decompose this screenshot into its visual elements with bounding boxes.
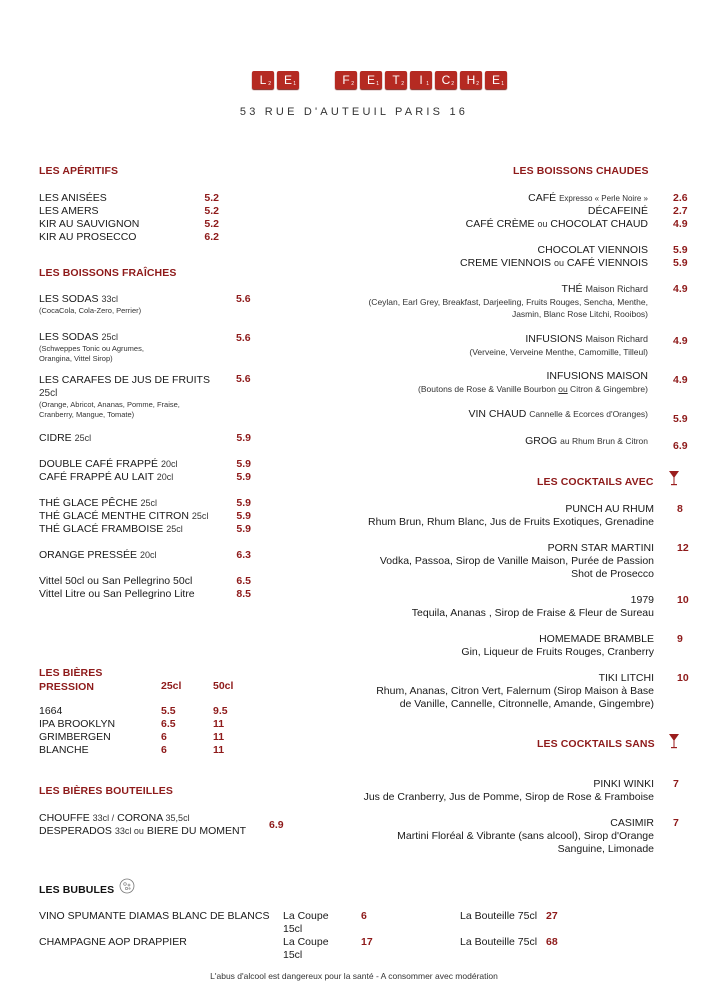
item-price-25cl: 5.5	[161, 705, 176, 717]
logo-tile: E 1	[485, 71, 507, 89]
logo-tile: H 2	[460, 71, 482, 89]
item-price: 8	[677, 503, 683, 515]
item-description: Martini Floréal & Vibrante (sans alcool), Sirop d'Orange	[397, 830, 654, 842]
bubules-list	[39, 910, 559, 962]
item-price: 5.2	[204, 192, 219, 204]
menu-item	[39, 588, 251, 601]
menu-item	[288, 333, 648, 358]
item-price: 5.9	[673, 257, 688, 269]
chaudes-list-top	[318, 192, 648, 270]
menu-item	[39, 744, 259, 757]
item-size: 35,5cl	[165, 813, 190, 823]
coupe-label: La Coupe 15cl	[283, 936, 329, 961]
item-price: 6.2	[204, 231, 219, 243]
menu-item	[288, 408, 648, 421]
item-name: LES CARAFES DE JUS DE FRUITS	[39, 374, 210, 386]
alcohol-warning: L'abus d'alcool est dangereux pour la santé - A consommer avec modération	[210, 971, 498, 981]
item-price: 5.9	[236, 523, 251, 535]
logo-tile: E 1	[360, 71, 382, 89]
item-detail: Maison Richard	[585, 334, 648, 344]
item-detail: Citron & Gingembre)	[567, 384, 648, 394]
menu-item	[39, 910, 559, 936]
item-price: 6.5	[236, 575, 251, 587]
item-price: 5.9	[236, 432, 251, 444]
bouteille-label: La Bouteille 75cl	[460, 910, 538, 922]
cocktail-item	[294, 542, 654, 581]
item-name: CHOCOLAT VIENNOIS	[537, 244, 648, 256]
item-description: Jus de Cranberry, Jus de Pomme, Sirop de Rose & Framboise	[363, 791, 654, 803]
item-size: 33cl	[101, 294, 118, 304]
menu-item	[39, 731, 259, 744]
item-description: Sanguine, Limonade	[557, 843, 654, 855]
item-name: BLANCHE	[39, 744, 89, 756]
item-name: VIN CHAUD	[468, 408, 527, 420]
section-title-cocktails-avec: LES COCKTAILS AVEC	[537, 476, 654, 488]
bieres-pression-list	[39, 705, 259, 757]
item-name: DOUBLE CAFÉ FRAPPÉ	[39, 458, 159, 470]
item-price-50cl: 11	[213, 718, 225, 730]
item-description: Tequila, Ananas , Sirop de Fraise & Fleur de Sureau	[411, 607, 654, 619]
item-name: CAFÉ CRÈME	[465, 218, 535, 230]
item-name: 1979	[630, 594, 654, 606]
item-name: LES ANISÉES	[39, 192, 107, 204]
item-name: Vittel Litre ou San Pellegrino Litre	[39, 588, 195, 600]
menu-item	[39, 331, 144, 364]
item-name: INFUSIONS	[525, 333, 583, 345]
item-size: 33cl /	[92, 813, 115, 823]
item-price: 4.9	[673, 283, 688, 295]
item-name: LES SODAS	[39, 293, 99, 305]
cocktail-glass-icon	[668, 733, 680, 749]
item-size: 25cl	[140, 498, 158, 508]
item-name: CAFÉ FRAPPÉ AU LAIT	[39, 471, 154, 483]
item-name: PORN STAR MARTINI	[547, 542, 654, 554]
item-size: 33cl ou	[114, 826, 144, 836]
item-detail: (Orange, Abricot, Ananas, Pomme, Fraise,	[39, 400, 180, 409]
item-detail: (CocaCola, Cola-Zero, Perrier)	[39, 306, 142, 315]
coupe-price: 17	[361, 936, 373, 948]
item-name: LES SODAS	[39, 331, 99, 343]
item-detail: Cannelle & Ecorces d'Oranges)	[529, 409, 648, 419]
menu-item	[288, 370, 648, 395]
item-price: 5.9	[236, 471, 251, 483]
item-detail: Jasmin, Blanc Rose Litchi, Rooibos)	[511, 309, 648, 319]
section-title-bieres-bouteilles: LES BIÈRES BOUTEILLES	[39, 785, 173, 797]
column-header-50cl: 50cl	[213, 680, 234, 692]
item-price: 10	[677, 672, 689, 684]
item-size: 20cl	[160, 459, 178, 469]
section-title-cocktails-sans: LES COCKTAILS SANS	[537, 738, 655, 750]
menu-item	[318, 218, 648, 231]
item-detail: ou	[558, 384, 568, 394]
item-price: 5.2	[204, 205, 219, 217]
item-price: 6.9	[673, 440, 688, 452]
item-price-50cl: 11	[213, 731, 225, 743]
item-connector: ou	[537, 219, 548, 229]
item-detail: Maison Richard	[585, 284, 648, 294]
item-price: 5.2	[204, 218, 219, 230]
menu-item	[39, 205, 219, 218]
item-price: 4.9	[673, 218, 688, 230]
menu-item	[39, 510, 251, 523]
menu-item	[39, 549, 251, 562]
item-connector: ou	[553, 258, 564, 268]
item-detail: (Schweppes Tonic ou Agrumes,	[39, 344, 144, 353]
item-detail: (Verveine, Verveine Menthe, Camomille, Tilleul)	[469, 347, 648, 357]
item-description: Gin, Liqueur de Fruits Rouges, Cranberry	[461, 646, 654, 658]
item-description: Rhum, Ananas, Citron Vert, Falernum (Sirop Maison à Base	[376, 685, 654, 697]
item-price-25cl: 6	[161, 744, 167, 756]
item-detail: au Rhum Brun & Citron	[560, 436, 648, 446]
item-description: de Vanille, Cannelle, Citronnelle, Amande, Gingembre)	[399, 698, 654, 710]
item-price: 4.9	[673, 335, 688, 347]
menu-item	[288, 435, 648, 448]
menu-item	[39, 374, 219, 420]
item-price: 5.9	[236, 458, 251, 470]
item-detail: Orangina, Vittel Sirop)	[39, 354, 113, 363]
cocktail-item	[294, 594, 654, 620]
menu-item	[39, 497, 251, 510]
item-price: 2.6	[673, 192, 688, 204]
menu-item	[39, 432, 251, 445]
item-price: 6.9	[269, 819, 284, 831]
item-name: VINO SPUMANTE DIAMAS BLANC DE BLANCS	[39, 910, 270, 922]
item-name: GRIMBERGEN	[39, 731, 111, 743]
item-name: CREME VIENNOIS	[460, 257, 552, 269]
menu-item	[39, 192, 219, 205]
item-price: 10	[677, 594, 689, 606]
item-detail: (Boutons de Rose & Vanille Bourbon	[418, 384, 559, 394]
item-price: 5.9	[236, 510, 251, 522]
menu-item	[39, 218, 219, 231]
item-size: 20cl	[156, 472, 174, 482]
cocktail-glass-icon	[668, 470, 680, 486]
logo-tile: L 2	[252, 71, 274, 89]
section-title-aperitifs: LES APÉRITIFS	[39, 165, 119, 177]
menu-item	[39, 471, 251, 484]
menu-item	[39, 458, 251, 471]
menu-item	[39, 575, 251, 588]
item-name: PUNCH AU RHUM	[565, 503, 654, 515]
aperitifs-list	[39, 192, 219, 244]
item-name: DÉCAFEINÉ	[587, 205, 648, 217]
logo-tile: I 1	[410, 71, 432, 89]
item-price: 2.7	[673, 205, 688, 217]
cocktail-item	[294, 817, 654, 856]
bubbles-icon	[119, 878, 135, 894]
item-name: CORONA	[117, 812, 163, 824]
item-price: 9	[677, 633, 683, 645]
section-title-fraiches: LES BOISSONS FRAÎCHES	[39, 267, 177, 279]
menu-item	[39, 936, 559, 962]
item-name: TIKI LITCHI	[598, 672, 654, 684]
menu-item	[39, 812, 246, 838]
item-price: 5.6	[236, 332, 251, 344]
item-name: CIDRE	[39, 432, 72, 444]
item-name: CHOCOLAT CHAUD	[550, 218, 648, 230]
menu-item	[318, 244, 648, 257]
menu-item	[318, 205, 648, 218]
menu-item	[318, 257, 648, 270]
item-price: 5.9	[673, 413, 688, 425]
address: 53 RUE D'AUTEUIL PARIS 16	[239, 106, 469, 118]
item-price: 5.9	[673, 244, 688, 256]
menu-item	[288, 283, 648, 320]
item-description: Rhum Brun, Rhum Blanc, Jus de Fruits Exotiques, Grenadine	[368, 516, 654, 528]
cocktail-item	[294, 503, 654, 529]
cocktail-item	[294, 633, 654, 659]
item-name: CHAMPAGNE AOP DRAPPIER	[39, 936, 187, 948]
item-name: THÉ GLACÉ FRAMBOISE	[39, 523, 164, 535]
item-name: IPA BROOKLYN	[39, 718, 116, 730]
menu-item	[39, 231, 219, 244]
item-size: 25cl	[39, 388, 58, 399]
item-name: THÉ	[561, 283, 583, 295]
logo-tile: E 1	[277, 71, 299, 89]
logo	[252, 71, 507, 89]
bouteille-price: 27	[546, 910, 558, 922]
logo-tile: F 2	[335, 71, 357, 89]
item-size: 25cl	[74, 433, 92, 443]
bouteille-price: 68	[546, 936, 558, 948]
item-name: THÉ GLACE PÊCHE	[39, 497, 138, 509]
item-name: 1664	[39, 705, 63, 717]
item-price-25cl: 6	[161, 731, 167, 743]
section-title-chaudes: LES BOISSONS CHAUDES	[513, 165, 649, 177]
cocktail-item	[294, 778, 654, 804]
menu-item	[39, 705, 259, 718]
item-price: 12	[677, 542, 689, 554]
item-description: Vodka, Passoa, Sirop de Vanille Maison, Purée de Passion	[379, 555, 654, 567]
item-price: 7	[673, 817, 679, 829]
section-title-bubules: LES BUBULES	[39, 884, 115, 896]
item-name: INFUSIONS MAISON	[546, 370, 648, 382]
column-header-25cl: 25cl	[161, 680, 182, 692]
item-name: GROG	[525, 435, 558, 447]
item-price-25cl: 6.5	[161, 718, 176, 730]
item-price: 6.3	[236, 549, 251, 561]
item-name: BIERE DU MOMENT	[146, 825, 246, 837]
logo-tile: T 2	[385, 71, 407, 89]
item-name: ORANGE PRESSÉE	[39, 549, 138, 561]
logo-tile: C 2	[435, 71, 457, 89]
item-name: DESPERADOS	[39, 825, 112, 837]
item-description: Shot de Prosecco	[571, 568, 654, 580]
item-name: HOMEMADE BRAMBLE	[539, 633, 654, 645]
item-size: 25cl	[191, 511, 209, 521]
item-detail: Cranberry, Mangue, Tomate)	[39, 410, 135, 419]
item-name: CAFÉ VIENNOIS	[566, 257, 648, 269]
item-name: CHOUFFE	[39, 812, 90, 824]
item-size: 20cl	[139, 550, 157, 560]
item-name: LES AMERS	[39, 205, 99, 217]
title-line: PRESSION	[39, 681, 95, 693]
item-price: 7	[673, 778, 679, 790]
menu-item	[39, 523, 251, 536]
item-detail: Expresso « Perle Noire »	[559, 194, 648, 203]
item-name: Vittel 50cl ou San Pellegrino 50cl	[39, 575, 193, 587]
item-name: KIR AU PROSECCO	[39, 231, 137, 243]
coupe-label: La Coupe 15cl	[283, 910, 329, 935]
item-name: PINKI WINKI	[593, 778, 654, 790]
item-name: KIR AU SAUVIGNON	[39, 218, 140, 230]
item-price: 4.9	[673, 374, 688, 386]
item-detail: (Ceylan, Earl Grey, Breakfast, Darjeeling, Fruits Rouges, Sencha, Menthe,	[368, 297, 648, 307]
coupe-price: 6	[361, 910, 367, 922]
item-name: CASIMIR	[610, 817, 654, 829]
item-name: CAFÉ	[528, 192, 557, 204]
item-price: 5.6	[236, 373, 251, 385]
section-title-bieres-pression	[39, 666, 102, 694]
chaudes-prices-top	[673, 192, 703, 270]
item-price: 5.6	[236, 293, 251, 305]
item-name: THÉ GLACÉ MENTHE CITRON	[39, 510, 189, 522]
title-line: LES BIÈRES	[39, 667, 103, 679]
item-size: 25cl	[166, 524, 183, 534]
bouteille-label: La Bouteille 75cl	[460, 936, 538, 948]
menu-item	[318, 192, 648, 205]
item-price-50cl: 9.5	[213, 705, 228, 717]
item-price: 8.5	[236, 588, 251, 600]
fraiches-simple-list	[39, 432, 251, 601]
menu-item	[39, 293, 141, 316]
item-size: 25cl	[101, 332, 118, 342]
cocktail-item	[294, 672, 654, 711]
item-price: 5.9	[236, 497, 251, 509]
item-price-50cl: 11	[213, 744, 225, 756]
menu-item	[39, 718, 259, 731]
